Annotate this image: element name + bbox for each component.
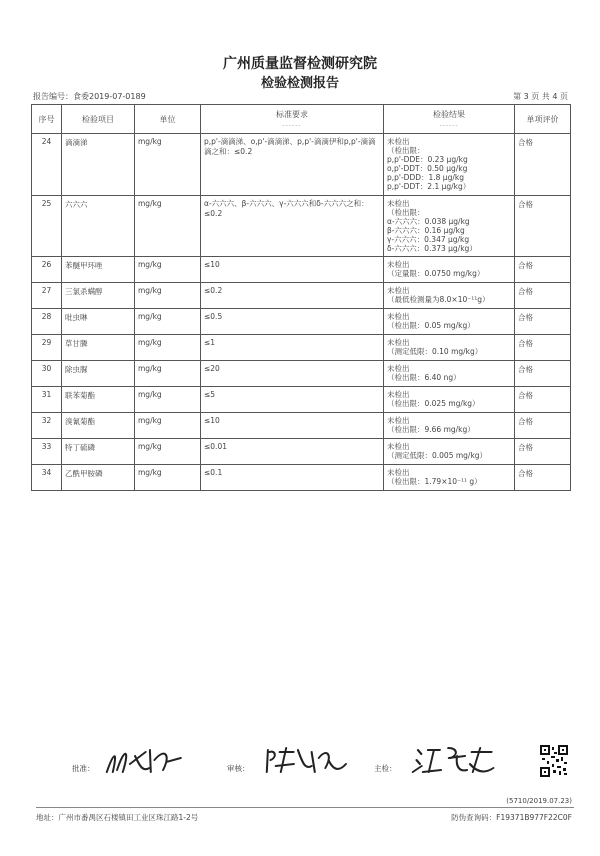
result-line: （最低检测量为8.0×10⁻¹¹g） [387, 295, 490, 304]
row-standard: ≤20 [201, 361, 384, 387]
row-item: 六六六 [62, 196, 135, 257]
result-line: 未检出 [387, 312, 410, 321]
row-verdict: 合格 [515, 335, 571, 361]
reviewer-label: 审核： [227, 764, 250, 773]
approver-label: 批准： [72, 764, 95, 773]
table-row [32, 387, 571, 413]
row-unit: mg/kg [135, 335, 201, 361]
anti-fake-code: 防伪查询码：F19371B977F22C0F [451, 813, 572, 822]
row-result [384, 309, 515, 335]
row-standard: ≤10 [201, 413, 384, 439]
table-row [32, 465, 571, 491]
row-unit: mg/kg [135, 465, 201, 491]
table-row [32, 134, 571, 196]
page-info: 第 3 页 共 4 页 [513, 92, 568, 101]
row-unit: mg/kg [135, 257, 201, 283]
row-standard: ≤1 [201, 335, 384, 361]
row-result [384, 361, 515, 387]
result-line: 未检出 [387, 199, 410, 208]
table-row [32, 283, 571, 309]
header-result-sub: ------ [439, 122, 459, 129]
result-line: 未检出 [387, 364, 410, 373]
reviewer-signature [259, 742, 351, 785]
table-row [32, 361, 571, 387]
header-verdict: 单项评价 [515, 105, 571, 134]
row-no: 26 [32, 257, 62, 283]
row-unit: mg/kg [135, 439, 201, 465]
row-result [384, 465, 515, 491]
address: 地址：广州市番禺区石楼镇田工业区珠江路1-2号 [36, 813, 199, 822]
row-standard: ≤5 [201, 387, 384, 413]
row-result [384, 335, 515, 361]
row-verdict: 合格 [515, 134, 571, 196]
result-line: 未检出 [387, 442, 410, 451]
row-result [384, 134, 515, 196]
row-result [384, 387, 515, 413]
row-verdict: 合格 [515, 465, 571, 491]
result-line: 未检出 [387, 260, 410, 269]
result-line: δ-六六六：0.373 μg/kg） [387, 244, 477, 253]
header-standard [201, 105, 384, 134]
result-line: （定量限：0.0750 mg/kg） [387, 269, 485, 278]
result-line: 未检出 [387, 286, 410, 295]
result-line: 未检出 [387, 137, 410, 146]
row-unit: mg/kg [135, 361, 201, 387]
table-row [32, 335, 571, 361]
result-line: γ-六六六：0.347 μg/kg [387, 235, 470, 244]
row-standard: α-六六六、β-六六六、γ-六六六和δ-六六六之和：≤0.2 [201, 196, 384, 257]
header-item: 检验项目 [62, 105, 135, 134]
result-line: （检出限：0.05 mg/kg） [387, 321, 475, 330]
table-row [32, 439, 571, 465]
row-unit: mg/kg [135, 283, 201, 309]
row-unit: mg/kg [135, 309, 201, 335]
document-code: (5710/2019.07.23) [506, 797, 572, 805]
header-standard-sub: ------ [282, 122, 302, 129]
table-header-row [32, 105, 571, 134]
row-standard: ≤0.2 [201, 283, 384, 309]
row-verdict: 合格 [515, 196, 571, 257]
row-item: 联苯菊酯 [62, 387, 135, 413]
approver-signature [101, 742, 187, 785]
result-line: （测定低限：0.005 mg/kg） [387, 451, 488, 460]
row-unit: mg/kg [135, 387, 201, 413]
row-unit: mg/kg [135, 134, 201, 196]
row-verdict: 合格 [515, 257, 571, 283]
result-line: （测定低限：0.10 mg/kg） [387, 347, 483, 356]
row-no: 25 [32, 196, 62, 257]
row-unit: mg/kg [135, 413, 201, 439]
preparer-label: 主检： [374, 764, 397, 773]
row-standard: ≤10 [201, 257, 384, 283]
row-standard: p,p'-滴滴涕、o,p'-滴滴涕、p,p'-滴滴伊和p,p'-滴滴滴之和：≤0.2 [201, 134, 384, 196]
row-item: 吡虫啉 [62, 309, 135, 335]
result-line: p,p'-DDD：1.8 μg/kg [387, 173, 464, 182]
row-result [384, 257, 515, 283]
row-no: 24 [32, 134, 62, 196]
row-item: 乙酰甲胺磷 [62, 465, 135, 491]
row-standard: ≤0.5 [201, 309, 384, 335]
row-standard: ≤0.01 [201, 439, 384, 465]
row-verdict: 合格 [515, 413, 571, 439]
row-item: 特丁硫磷 [62, 439, 135, 465]
row-verdict: 合格 [515, 387, 571, 413]
result-line: p,p'-DDT：2.1 μg/kg） [387, 182, 471, 191]
result-line: β-六六六：0.16 μg/kg [387, 226, 465, 235]
result-line: p,p'-DDE：0.23 μg/kg [387, 155, 468, 164]
header-unit: 单位 [135, 105, 201, 134]
row-no: 29 [32, 335, 62, 361]
header-result [384, 105, 515, 134]
row-item: 三氯杀螨醇 [62, 283, 135, 309]
footer-divider [36, 807, 574, 808]
table-row [32, 196, 571, 257]
row-result [384, 439, 515, 465]
row-no: 33 [32, 439, 62, 465]
row-standard: ≤0.1 [201, 465, 384, 491]
header-no: 序号 [32, 105, 62, 134]
qr-code-icon [540, 745, 568, 777]
row-no: 32 [32, 413, 62, 439]
row-verdict: 合格 [515, 283, 571, 309]
result-line: （检出限：0.025 mg/kg） [387, 399, 480, 408]
result-line: o,p'-DDT：0.50 μg/kg [387, 164, 468, 173]
row-result [384, 196, 515, 257]
result-line: （检出限：1.79×10⁻¹¹ g） [387, 477, 482, 486]
result-line: （检出限：9.66 mg/kg） [387, 425, 475, 434]
result-line: （检出限： [387, 146, 425, 155]
row-verdict: 合格 [515, 309, 571, 335]
institute-name: 广州质量监督检测研究院 [223, 56, 377, 72]
row-verdict: 合格 [515, 361, 571, 387]
row-no: 31 [32, 387, 62, 413]
table-row [32, 309, 571, 335]
row-no: 30 [32, 361, 62, 387]
header-result-label: 检验结果 [433, 110, 465, 119]
row-verdict: 合格 [515, 439, 571, 465]
table-row [32, 257, 571, 283]
row-item: 草甘膦 [62, 335, 135, 361]
row-item: 苯醚甲环唑 [62, 257, 135, 283]
row-item: 溴氰菊酯 [62, 413, 135, 439]
report-number: 报告编号：食委2019-07-0189 [33, 92, 146, 101]
preparer-signature [409, 742, 499, 785]
report-title: 检验检测报告 [260, 76, 339, 91]
result-line: α-六六六：0.038 μg/kg [387, 217, 470, 226]
results-table [31, 104, 571, 491]
row-result [384, 283, 515, 309]
row-no: 28 [32, 309, 62, 335]
row-no: 34 [32, 465, 62, 491]
result-line: （检出限：6.40 ng） [387, 373, 461, 382]
row-no: 27 [32, 283, 62, 309]
row-result [384, 413, 515, 439]
header-standard-label: 标准要求 [276, 110, 308, 119]
result-line: 未检出 [387, 390, 410, 399]
row-unit: mg/kg [135, 196, 201, 257]
result-line: （检出限： [387, 208, 425, 217]
row-item: 滴滴涕 [62, 134, 135, 196]
result-line: 未检出 [387, 468, 410, 477]
table-row [32, 413, 571, 439]
row-item: 除虫脲 [62, 361, 135, 387]
result-line: 未检出 [387, 416, 410, 425]
result-line: 未检出 [387, 338, 410, 347]
